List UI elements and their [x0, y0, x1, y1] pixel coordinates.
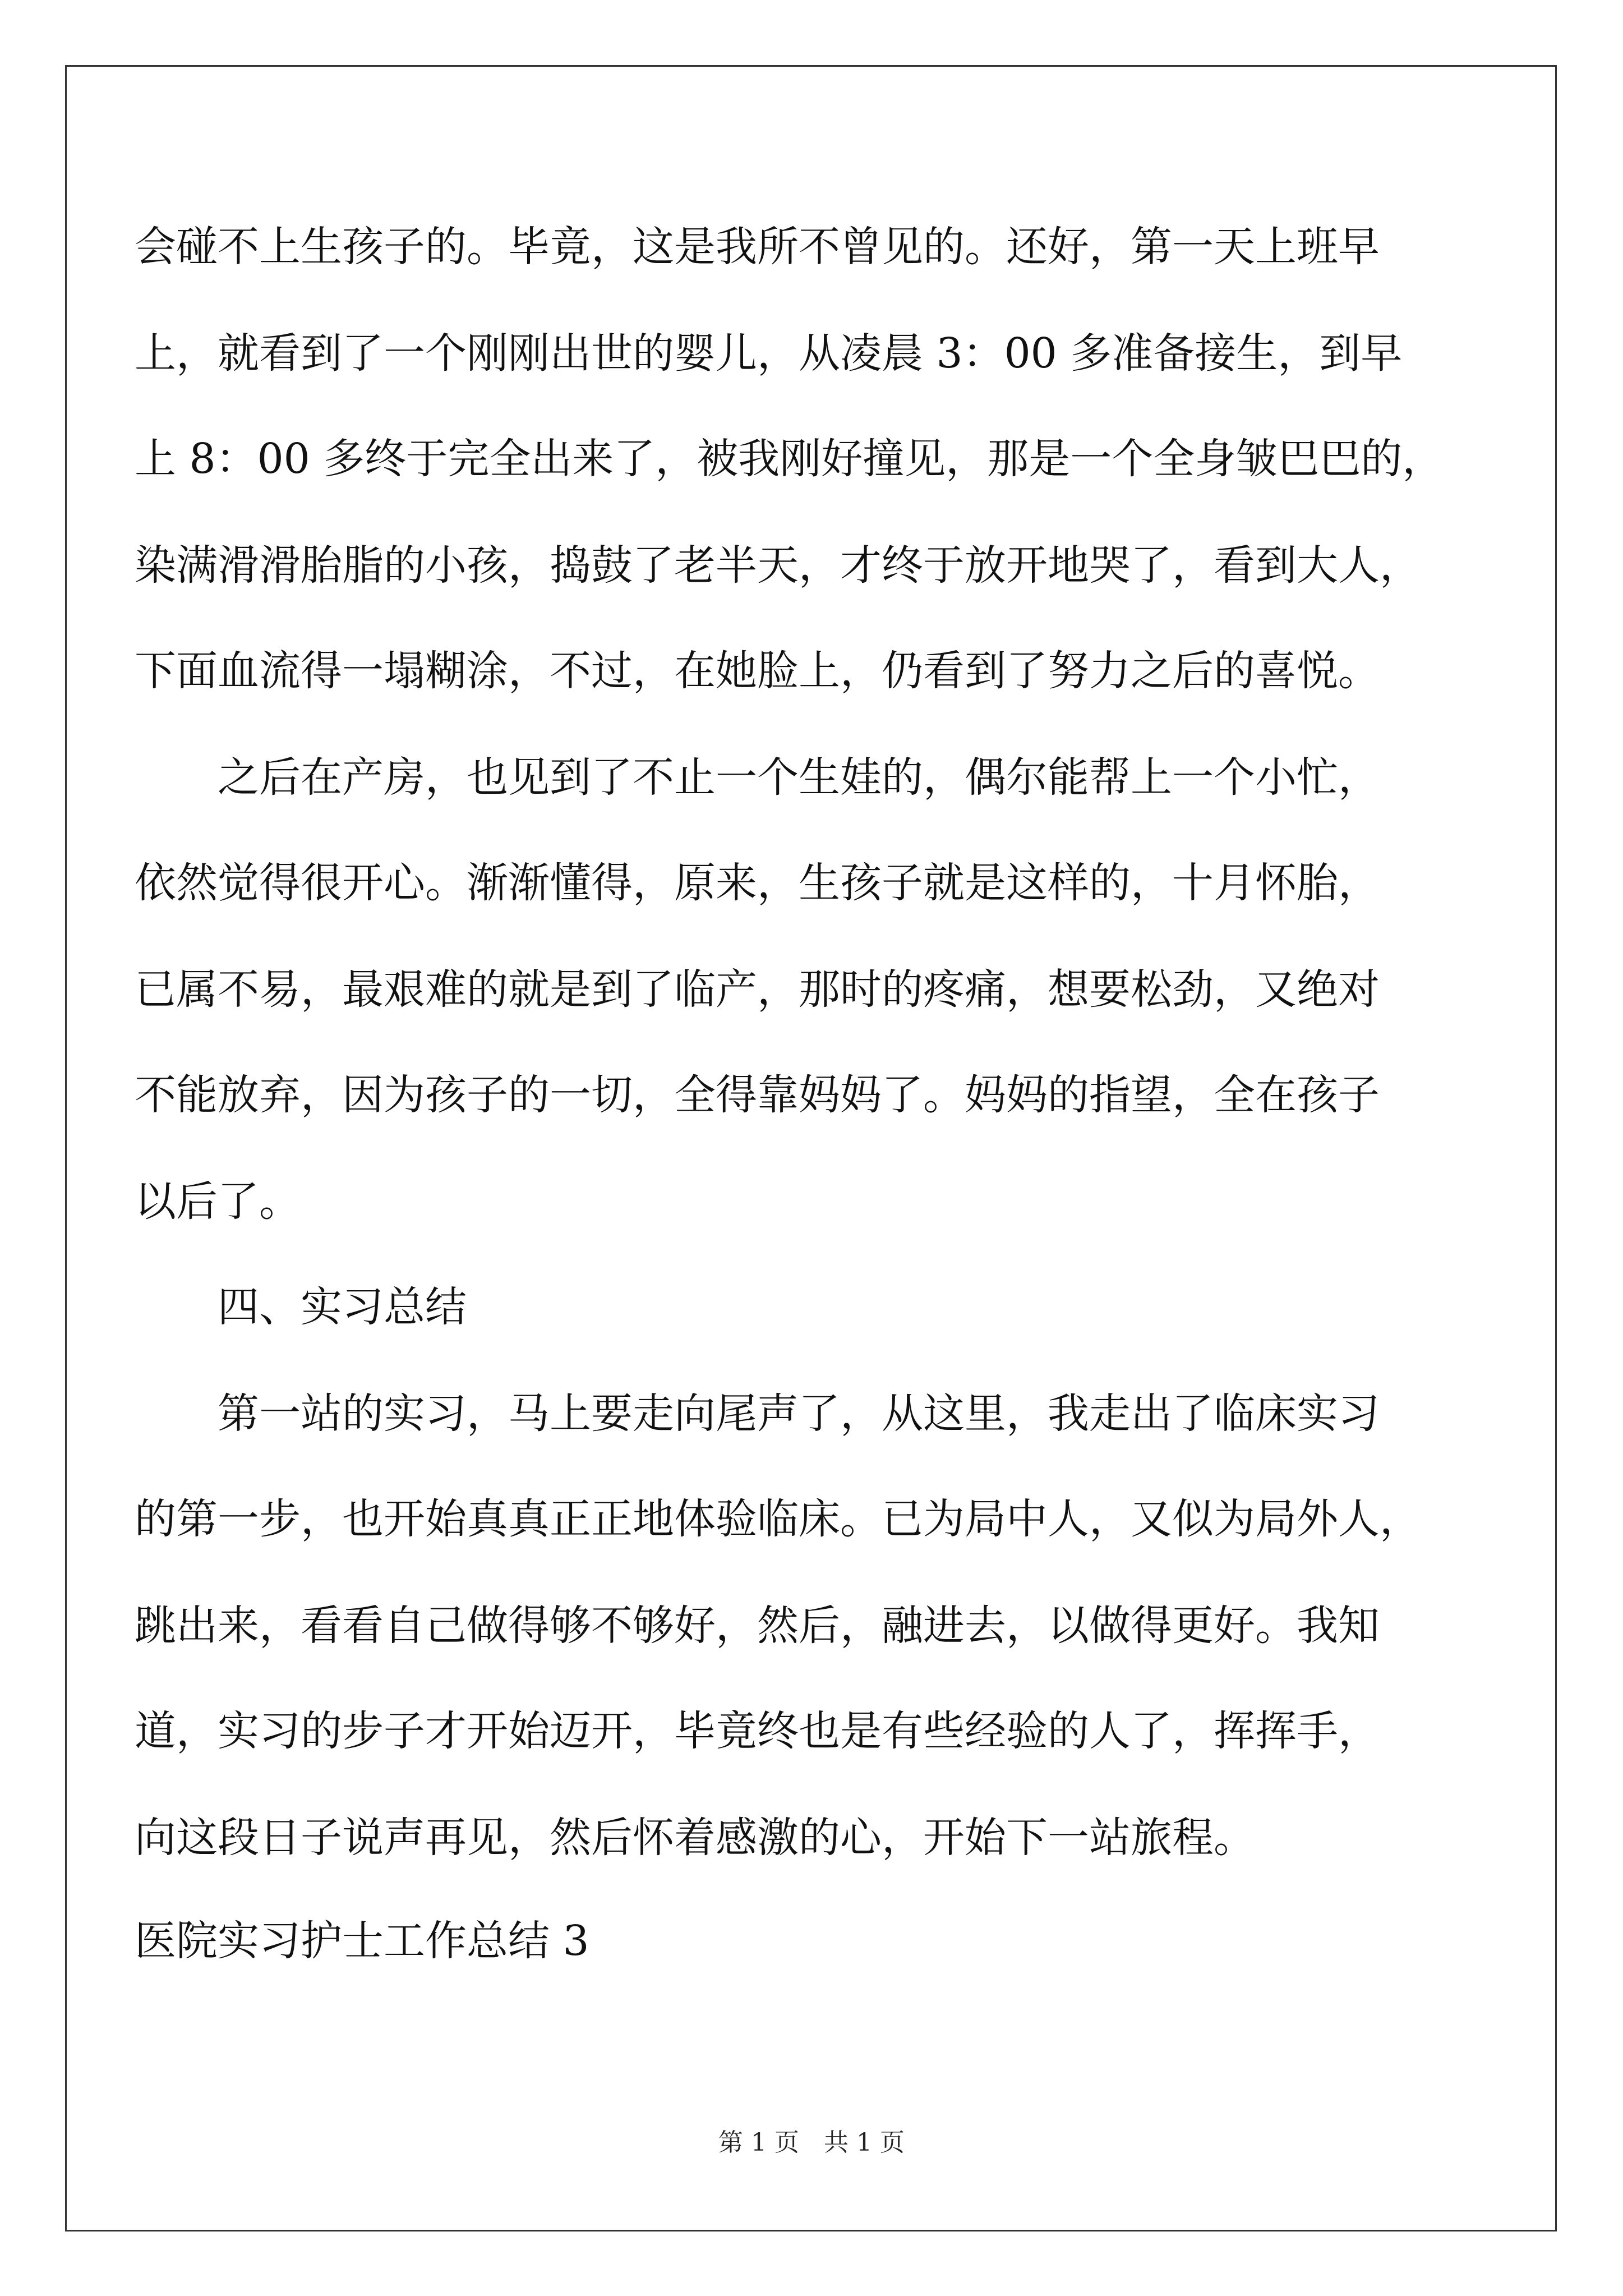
document-title: 医院实习护士工作总结 3 — [135, 1917, 589, 1965]
text-line: 跳出来，看看自己做得够不够好，然后，融进去，以做得更好。我知 — [135, 1602, 1380, 1650]
text-line: 已属不易，最艰难的就是到了临产，那时的疼痛，想要松劲，又绝对 — [135, 965, 1380, 1014]
text-line: 依然觉得很开心。渐渐懂得，原来，生孩子就是这样的，十月怀胎， — [135, 859, 1380, 907]
text-line: 以后了。 — [135, 1177, 301, 1226]
text-line: 下面血流得一塌糊涂，不过，在她脸上，仍看到了努力之后的喜悦。 — [135, 647, 1380, 695]
text-line: 道，实习的步子才开始迈开，毕竟终也是有些经验的人了，挥挥手， — [135, 1707, 1380, 1755]
section-heading: 四、实习总结 — [218, 1283, 467, 1331]
text-line: 上，就看到了一个刚刚出世的婴儿，从凌晨 3：00 多准备接生，到早 — [135, 329, 1403, 378]
text-line: 上 8：00 多终于完全出来了，被我刚好撞见，那是一个全身皱巴巴的， — [135, 435, 1444, 483]
text-line: 的第一步，也开始真真正正地体验临床。已为局中人，又似为局外人， — [135, 1495, 1421, 1543]
page-border — [65, 65, 1557, 2231]
text-line: 染满滑滑胎脂的小孩，捣鼓了老半天，才终于放开地哭了，看到大人， — [135, 541, 1421, 590]
paragraph-start-line: 之后在产房，也见到了不止一个生娃的，偶尔能帮上一个小忙， — [218, 753, 1380, 802]
paragraph-start-line: 第一站的实习，马上要走向尾声了，从这里，我走出了临床实习 — [218, 1389, 1380, 1438]
page-footer: 第 1 页 共 1 页 — [718, 2128, 905, 2157]
text-line: 向这段日子说声再见，然后怀着感激的心，开始下一站旅程。 — [135, 1814, 1255, 1862]
text-line: 不能放弃，因为孩子的一切，全得靠妈妈了。妈妈的指望，全在孩子 — [135, 1071, 1380, 1119]
text-line: 会碰不上生孩子的。毕竟，这是我所不曾见的。还好，第一天上班早 — [135, 223, 1380, 271]
